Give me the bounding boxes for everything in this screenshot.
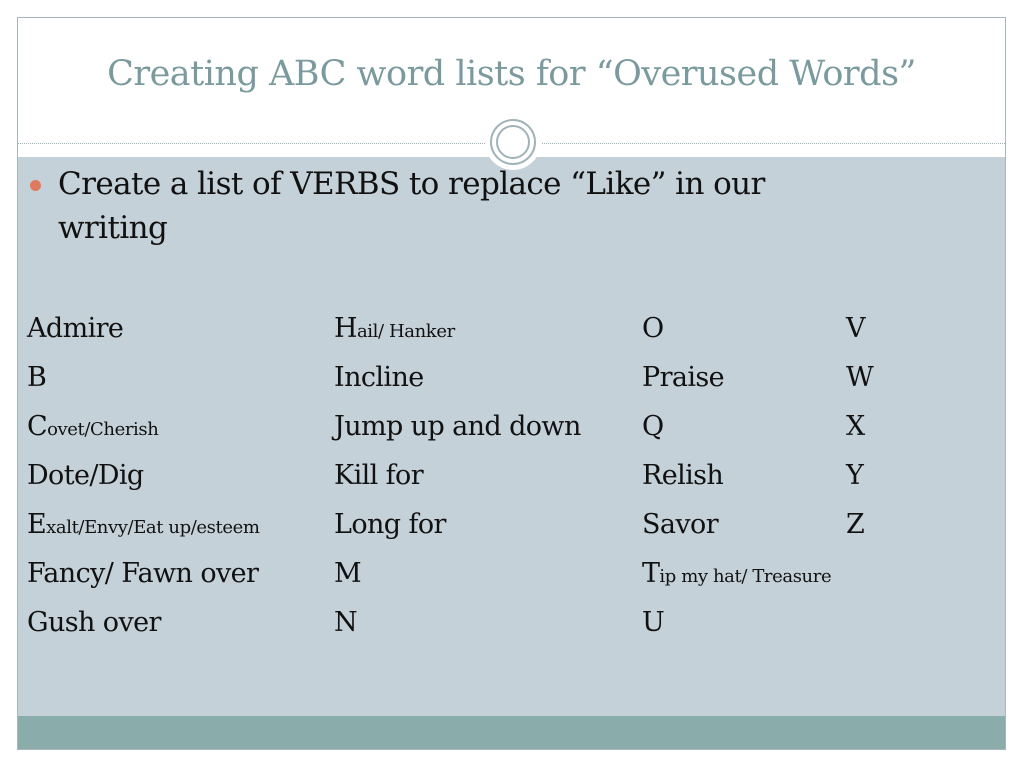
slide-title: Creating ABC word lists for “Overused Words” — [107, 54, 916, 94]
word-entry — [27, 313, 123, 344]
word-text: N — [334, 607, 358, 638]
word-entry — [334, 362, 424, 393]
word-entry — [27, 607, 161, 638]
word-text: Jump up and down — [334, 411, 581, 442]
word-entry — [642, 607, 664, 638]
word-text: V — [846, 313, 865, 344]
word-text: Q — [642, 411, 664, 442]
word-entry — [334, 607, 357, 638]
word-text: Admire — [27, 313, 124, 344]
word-entry — [642, 411, 664, 442]
word-text: H — [334, 313, 357, 344]
word-entry — [846, 460, 863, 491]
word-entry — [334, 460, 423, 491]
bullet-text: Create a list of VERBS to replace “Like” in our writing — [58, 166, 765, 246]
word-entry — [642, 460, 723, 491]
word-small-text: ip my hat/ Treasure — [659, 566, 832, 587]
word-entry — [27, 558, 258, 589]
word-text: Y — [846, 460, 864, 491]
word-text: Long for — [334, 509, 446, 540]
word-text: Kill for — [334, 460, 424, 491]
word-small-text: ail/ Hanker — [356, 321, 455, 342]
word-entry — [27, 509, 260, 540]
word-entry — [334, 313, 455, 344]
word-entry — [846, 313, 865, 344]
word-text: Relish — [642, 460, 724, 491]
word-text: Fancy/ Fawn over — [27, 558, 259, 589]
word-entry — [846, 411, 865, 442]
word-text: Z — [846, 509, 865, 540]
word-entry — [846, 509, 864, 540]
word-small-text: ovet/Cherish — [47, 419, 159, 440]
word-text: U — [642, 607, 665, 638]
word-entry — [334, 411, 581, 442]
word-entry — [846, 362, 873, 393]
word-entry — [642, 362, 724, 393]
word-entry — [27, 460, 144, 491]
word-text: Dote/Dig — [27, 460, 144, 491]
word-entry — [642, 313, 664, 344]
word-entry — [27, 411, 158, 442]
word-entry — [27, 362, 46, 393]
ornament-outer-ring — [490, 119, 536, 165]
word-text: O — [642, 313, 664, 344]
word-text: B — [27, 362, 47, 393]
word-entry — [334, 509, 446, 540]
word-text: M — [334, 558, 362, 589]
word-entry — [642, 558, 831, 589]
word-entry — [642, 509, 718, 540]
bullet-dot-icon — [30, 180, 41, 191]
word-text: C — [27, 411, 48, 442]
word-text: Savor — [642, 509, 719, 540]
word-entry — [334, 558, 361, 589]
word-text: T — [642, 558, 660, 589]
word-text: W — [846, 362, 874, 393]
word-small-text: xalt/Envy/Eat up/esteem — [46, 517, 260, 538]
footer-bar — [18, 716, 1005, 750]
word-text: Incline — [334, 362, 424, 393]
word-text: Gush over — [27, 607, 161, 638]
word-text: Praise — [642, 362, 725, 393]
word-text: E — [27, 509, 47, 540]
ornament-inner-ring — [496, 125, 530, 159]
word-text: X — [846, 411, 865, 442]
